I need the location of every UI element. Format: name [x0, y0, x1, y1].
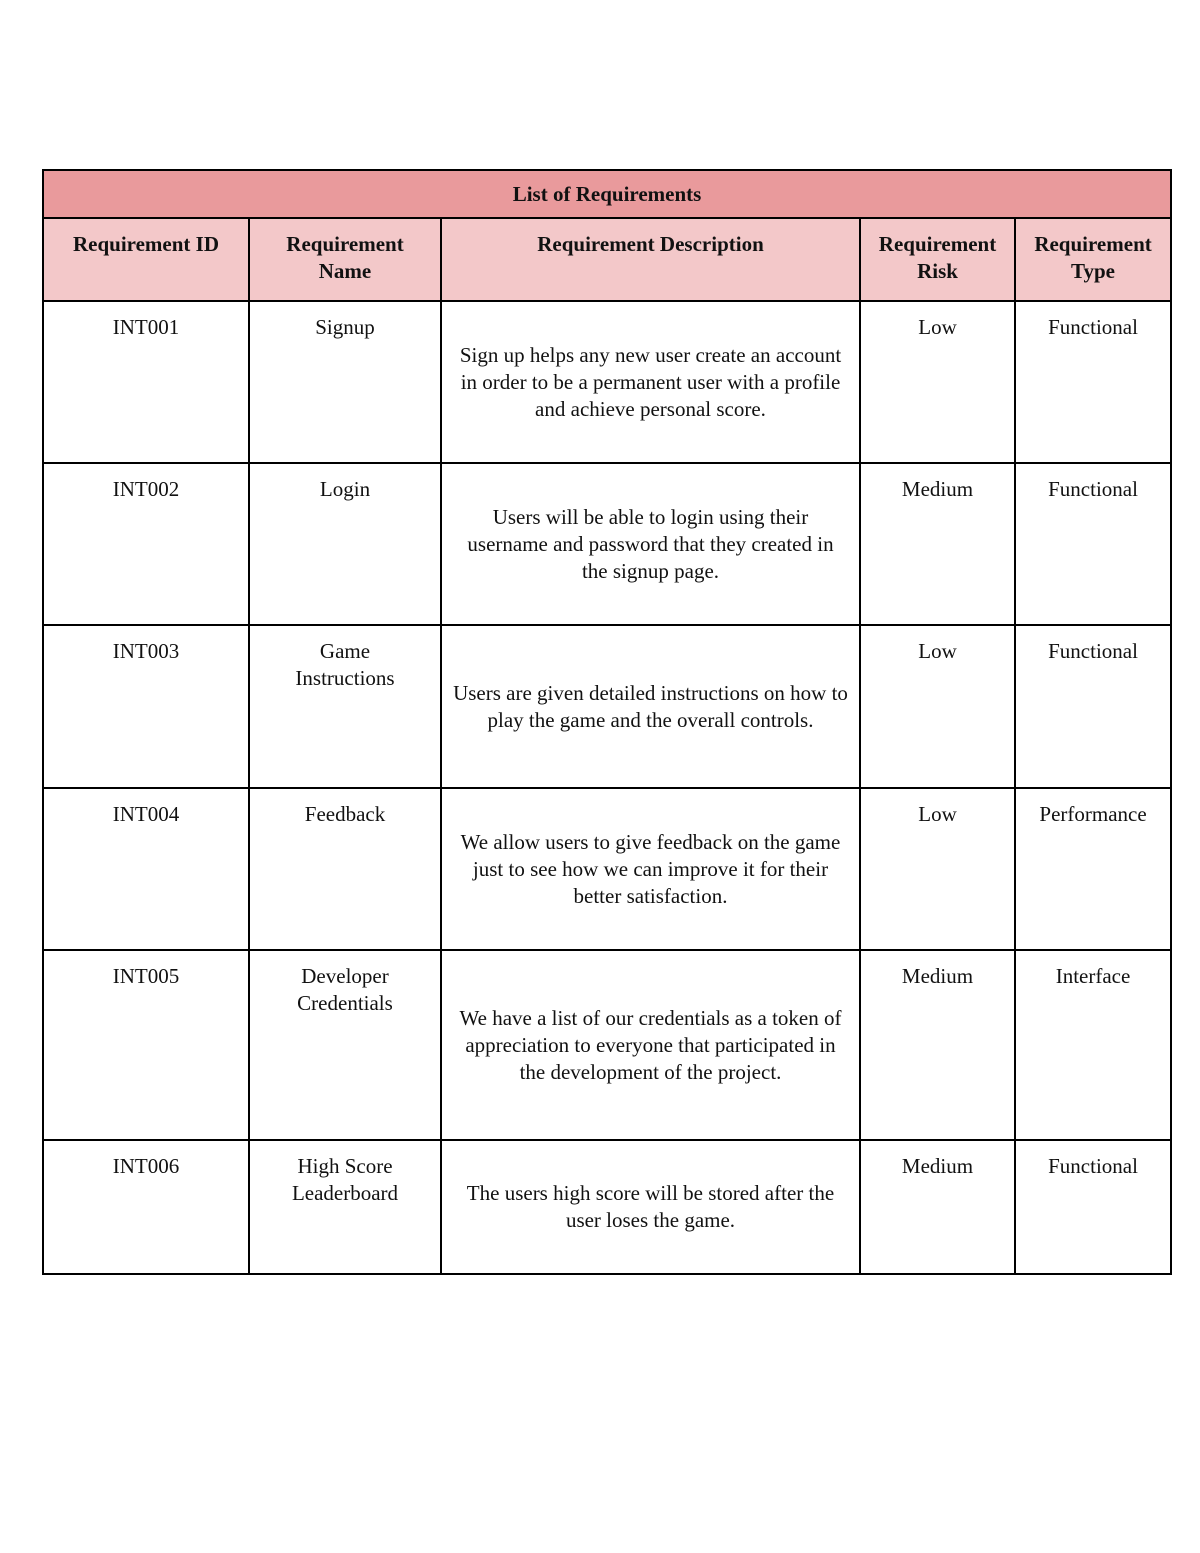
requirement-name-text: Login [319, 477, 371, 501]
table-title-row [43, 170, 1171, 218]
requirement-name-cell [249, 788, 441, 950]
requirement-name-cell [249, 625, 441, 788]
requirement-id-cell: INT002 [43, 463, 249, 625]
requirement-name-cell [249, 463, 441, 625]
requirement-risk-cell: Low [860, 301, 1015, 463]
table-row [43, 950, 1171, 1140]
table-row [43, 625, 1171, 788]
requirement-type-cell: Interface [1015, 950, 1171, 1140]
column-header-risk: Requirement Risk [860, 218, 1015, 301]
table-title: List of Requirements [43, 170, 1171, 218]
column-header-name-label: Requirement Name [286, 232, 404, 283]
requirement-id-cell: INT003 [43, 625, 249, 788]
requirement-name-text: High Score Leaderboard [291, 1154, 399, 1205]
table-row [43, 1140, 1171, 1274]
requirement-description-cell: Users will be able to login using their username and password that they created in the signup page. [441, 463, 860, 625]
requirement-risk-cell: Low [860, 788, 1015, 950]
requirement-risk-cell: Low [860, 625, 1015, 788]
requirement-description-cell: We allow users to give feedback on the game just to see how we can improve it for their better satisfaction. [441, 788, 860, 950]
requirement-id-cell: INT004 [43, 788, 249, 950]
requirement-description-cell: Users are given detailed instructions on how to play the game and the overall controls. [441, 625, 860, 788]
column-header-name [249, 218, 441, 301]
column-header-type: Requirement Type [1015, 218, 1171, 301]
requirement-name-cell [249, 301, 441, 463]
requirement-name-cell [249, 1140, 441, 1274]
requirement-name-text: Signup [315, 315, 375, 339]
table-row [43, 463, 1171, 625]
requirement-description-cell: The users high score will be stored after the user loses the game. [441, 1140, 860, 1274]
requirement-type-cell: Functional [1015, 1140, 1171, 1274]
requirement-id-cell: INT001 [43, 301, 249, 463]
requirement-description-cell: Sign up helps any new user create an account in order to be a permanent user with a profile and achieve personal score. [441, 301, 860, 463]
requirement-risk-cell: Medium [860, 950, 1015, 1140]
requirement-id-cell: INT005 [43, 950, 249, 1140]
requirements-table [42, 169, 1172, 1275]
requirement-type-cell: Functional [1015, 463, 1171, 625]
table-header-row [43, 218, 1171, 301]
requirement-type-cell: Functional [1015, 301, 1171, 463]
requirement-name-cell [249, 950, 441, 1140]
requirement-type-cell: Performance [1015, 788, 1171, 950]
column-header-description: Requirement Description [441, 218, 860, 301]
requirement-name-text: Game Instructions [295, 639, 395, 690]
requirement-risk-cell: Medium [860, 1140, 1015, 1274]
table-row [43, 788, 1171, 950]
column-header-id: Requirement ID [43, 218, 249, 301]
requirement-risk-cell: Medium [860, 463, 1015, 625]
requirement-name-text: Feedback [304, 802, 386, 826]
requirement-type-cell: Functional [1015, 625, 1171, 788]
table-row [43, 301, 1171, 463]
requirement-description-cell: We have a list of our credentials as a token of appreciation to everyone that participated in the development of the project. [441, 950, 860, 1140]
requirement-id-cell: INT006 [43, 1140, 249, 1274]
requirement-name-text: Developer Credentials [297, 964, 393, 1015]
